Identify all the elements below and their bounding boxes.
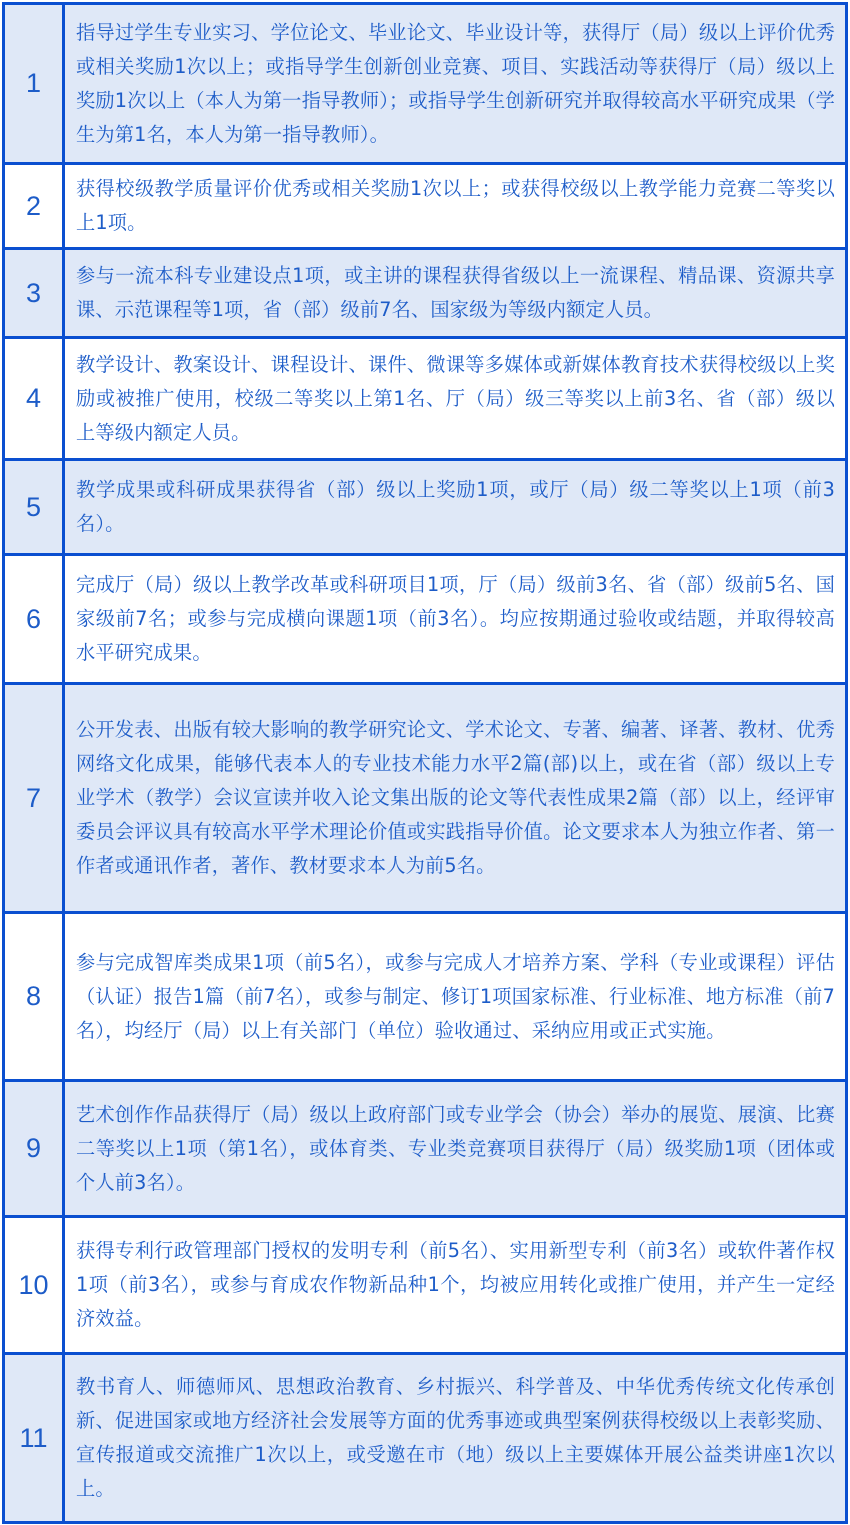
table-row [5, 685, 845, 914]
row-text [65, 685, 845, 911]
row-number: 10 [5, 1218, 65, 1352]
row-number: 7 [5, 685, 65, 911]
row-number: 3 [5, 250, 65, 336]
table-row [5, 556, 845, 685]
row-text-content: 教学成果或科研成果获得省（部）级以上奖励1项，或厅（局）级二等奖以上1项（前3名）。 [76, 478, 835, 535]
row-text [65, 165, 845, 247]
row-number: 4 [5, 339, 65, 458]
row-text-content: 艺术创作作品获得厅（局）级以上政府部门或专业学会（协会）举办的展览、展演、比赛二等奖以上1项（第1名），或体育类、专业类竞赛项目获得厅（局）级奖励1项（团体或个人前3名）。 [76, 1102, 835, 1194]
row-text [65, 1355, 845, 1521]
criteria-table [2, 2, 848, 1524]
table-row [5, 914, 845, 1082]
table-row [5, 1082, 845, 1218]
row-text-content: 教学设计、教案设计、课程设计、课件、微课等多媒体或新媒体教育技术获得校级以上奖励或被推广使用，校级二等奖以上第1名、厅（局）级三等奖以上前3名、省（部）级以上等级内额定人员。 [76, 352, 835, 444]
row-text [65, 339, 845, 458]
table-row [5, 1355, 845, 1524]
row-text-content: 公开发表、出版有较大影响的教学研究论文、学术论文、专著、编著、译著、教材、优秀网络文化成果，能够代表本人的专业技术能力水平2篇(部)以上，或在省（部）级以上专业学术（教学）会议宣读并收入论文集出版的论文等代表性成果2篇（部）以上，经评审委员会评议具有较高水平学术理论价值或实践指导价值。论文要求本人为独立作者、第一作者或通讯作者，著作、教材要求本人为前5名。 [76, 718, 835, 877]
row-text [65, 556, 845, 682]
row-text [65, 461, 845, 553]
row-number: 9 [5, 1082, 65, 1215]
table-row [5, 339, 845, 461]
table-row [5, 165, 845, 250]
row-number: 2 [5, 165, 65, 247]
row-number: 1 [5, 5, 65, 162]
table-row [5, 250, 845, 339]
row-text-content: 教书育人、师德师风、思想政治教育、乡村振兴、科学普及、中华优秀传统文化传承创新、促进国家或地方经济社会发展等方面的优秀事迹或典型案例获得校级以上表彰奖励、宣传报道或交流推广1次以上，或受邀在市（地）级以上主要媒体开展公益类讲座1次以上。 [76, 1375, 835, 1500]
table-row [5, 1218, 845, 1355]
table-row [5, 5, 845, 165]
row-text [65, 250, 845, 336]
row-number: 5 [5, 461, 65, 553]
row-text [65, 1218, 845, 1352]
row-text-content: 参与一流本科专业建设点1项，或主讲的课程获得省级以上一流课程、精品课、资源共享课、示范课程等1项，省（部）级前7名、国家级为等级内额定人员。 [76, 264, 835, 321]
row-text [65, 5, 845, 162]
table-row [5, 461, 845, 556]
row-text-content: 获得专利行政管理部门授权的发明专利（前5名）、实用新型专利（前3名）或软件著作权1项（前3名），或参与育成农作物新品种1个，均被应用转化或推广使用，并产生一定经济效益。 [76, 1239, 835, 1330]
row-text [65, 1082, 845, 1215]
row-text-content: 完成厅（局）级以上教学改革或科研项目1项，厅（局）级前3名、省（部）级前5名、国家级前7名；或参与完成横向课题1项（前3名）。均应按期通过验收或结题，并取得较高水平研究成果。 [76, 573, 835, 664]
row-number: 8 [5, 914, 65, 1079]
row-number: 6 [5, 556, 65, 682]
row-text-content: 获得校级教学质量评价优秀或相关奖励1次以上；或获得校级以上教学能力竞赛二等奖以上1项。 [76, 177, 835, 234]
row-number: 11 [5, 1355, 65, 1521]
row-text-content: 指导过学生专业实习、学位论文、毕业论文、毕业设计等，获得厅（局）级以上评价优秀或相关奖励1次以上；或指导学生创新创业竞赛、项目、实践活动等获得厅（局）级以上奖励1次以上（本人为第一指导教师）；或指导学生创新研究并取得较高水平研究成果（学生为第1名，本人为第一指导教师）。 [76, 20, 835, 146]
row-text [65, 914, 845, 1079]
row-text-content: 参与完成智库类成果1项（前5名），或参与完成人才培养方案、学科（专业或课程）评估（认证）报告1篇（前7名），或参与制定、修订1项国家标准、行业标准、地方标准（前7名），均经厅（局）以上有关部门（单位）验收通过、采纳应用或正式实施。 [76, 950, 835, 1042]
